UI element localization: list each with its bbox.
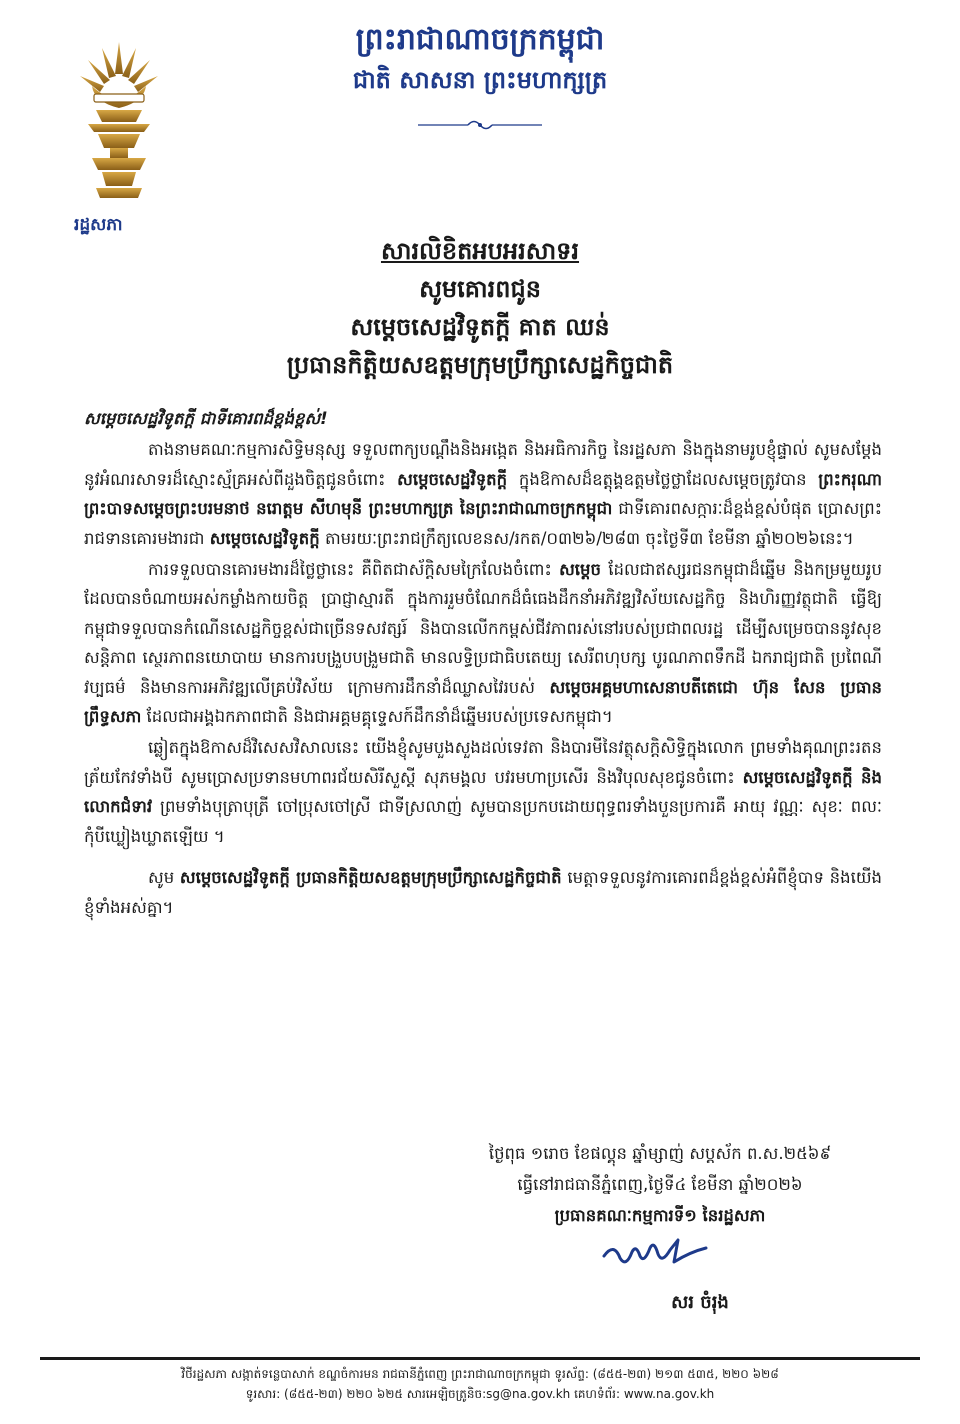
text: ឆ្លៀតក្នុងឱកាសដ៏វិសេសវិសាលនេះ យើងខ្ញុំសូមបួងសួងដល់ទេវតា និងបារមីនៃវត្ថុសក្តិសិទ្ធិក្នុងលោក ព្រមទាំងគុណព្រះរតនត្រ័យកែវទាំងបី សូមប្រោសប្រទានមហាពរជ័យសិរីសួស្តី សុភមង្គល បវរមហាប្រសើរ និងវិបុលសុខជូនចំពោះ [84,738,882,787]
footer-contact: ទូរសារ: (៨៥៥-២៣) ២២០ ៦២៥ សារអេឡិចត្រូនិច:sg@na.gov.kh គេហទំព័រ: www.na.gov.kh [245,1387,715,1401]
place-date: ធ្វើនៅរាជធានីភ្នំពេញ,ថ្ងៃទី៤ ខែមីនា ឆ្នាំ២០២៦ [517,1175,803,1194]
emphasis: សម្តេចសេដ្ឋវិទូតក្តី ប្រធានកិត្តិយសឧត្តមក្រុមប្រឹក្សាសេដ្ឋកិច្ចជាតិ [179,868,562,888]
emphasis: សម្តេច [559,560,601,580]
text: ព្រមទាំងបុត្រាបុត្រី ចៅប្រុសចៅស្រី ជាទីស្រលាញ់ សូមបានប្រកបដោយពុទ្ធពរទាំងបួនប្រការគឺ អាយុ វណ្ណៈ សុខៈ ពលៈ កុំបីឃ្លៀងឃ្លាតឡើយ ។ [84,797,882,846]
national-motto: ជាតិ សាសនា ព្រះមហាក្សត្រ [352,66,608,94]
recipient-position: ប្រធានកិត្តិយសឧត្តមក្រុមប្រឹក្សាសេដ្ឋកិច្ចជាតិ [286,351,674,379]
emphasis: សម្តេចសេដ្ឋវិទូតក្តី [397,469,508,489]
text: តាងនាមគណៈកម្មការសិទ្ធិមនុស្ស ទទួលពាក្យបណ្តឹងនិងអង្កេត និងអធិការកិច្ច នៃរដ្ឋសភា និងក្នុងនាមរូបខ្ញុំផ្ទាល់ សូមសម្តែងនូវអំណរសាទរដ៏ស្មោះស្ម័គ្រអស់ពីដួងចិត្តជូនចំពោះ [84,440,882,489]
institution-label: រដ្ឋសភា [74,215,123,235]
kingdom-title: ព្រះរាជាណាចក្រកម្ពុជា [355,22,605,57]
paragraph-2 [84,555,882,731]
paragraph-3 [84,733,882,851]
closing-paragraph [84,863,882,922]
date-signature-block [440,1138,880,1231]
recipient-name: សម្តេចសេដ្ឋវិទូតក្តី គាត ឈន់ [350,313,610,341]
ornament-divider-icon [418,118,542,132]
text: មេត្តាទទួលនូវការគោរពដ៏ខ្ពង់ខ្ពស់អំពីខ្ញុំបាទ និងយើងខ្ញុំទាំងអស់គ្នា។ [84,868,883,917]
handwritten-signature [600,1234,710,1274]
salutation: សម្តេចសេដ្ឋវិទូតក្តី ជាទីគោរពដ៏ខ្ពង់ខ្ពស់! [84,409,328,428]
emphasis: សម្តេចអគ្គមហាសេនាបតីតេជោ ហ៊ុន សែន ប្រធានព្រឹទ្ធសភា [84,677,883,727]
footer-divider [40,1357,920,1360]
emphasis: សម្តេចសេដ្ឋវិទូតក្តី និងលោកជំទាវ [84,767,882,817]
text: តាមរយៈព្រះរាជក្រឹត្យលេខនស/រកត/០៣២៦/២៨៣ ចុះថ្ងៃទី៣ ខែមីនា ឆ្នាំ២០២៦នេះ។ [324,528,854,548]
emphasis: សម្តេចសេដ្ឋវិទូតក្តី [209,528,320,548]
signer-title: ប្រធានគណៈកម្មការទី១ នៃរដ្ឋសភា [554,1206,766,1225]
letter-heading [140,232,820,384]
text: ក្នុងឱកាសដ៏ឧត្តុង្គឧត្តមថ្លៃថ្លាដែលសម្តេចត្រូវបាន [518,469,807,489]
letter-title: សារលិខិតអបអរសាទរ [380,237,580,265]
respectfully-line: សូមគោរពជូន [419,275,541,303]
paragraph-1 [84,435,882,553]
emphasis: ព្រះករុណាព្រះបាទសម្តេចព្រះបរមនាថ នរោត្តម សីហមុនី ព្រះមហាក្សត្រ នៃព្រះរាជាណាចក្រកម្ពុជា [84,469,883,519]
emblem-icon [74,42,164,202]
text: ដែលជាឥស្សរជនកម្ពុជាដ៏ឆ្នើម និងកម្រមួយរូបដែលបានចំណាយអស់កម្លាំងកាយចិត្ត ប្រាជ្ញាស្មារតី ក្នុងការរួមចំណែកដ៏ធំធេងដឹកនាំអភិវឌ្ឍវិស័យសេដ្ឋកិច្ច និងហិរញ្ញវត្ថុជាតិ ធ្វើឱ្យកម្ពុជាទទួលបានកំណើនសេដ្ឋកិច្ចខ្ពស់ជាច្រើនទសវត្សរ៍ និងបានលើកកម្ពស់ជីវភាពរស់នៅរបស់ប្រជាពលរដ្ឋ ដើម្បីសម្រេចបាននូវសុខសន្តិភាព ស្ថេរភាពនយោបាយ មានការបង្រួបបង្រួមជាតិ មានលទ្ធិប្រជាធិបតេយ្យ សេរីពហុបក្ស បូរណភាពទឹកដី ឯករាជ្យជាតិ ប្រពៃណីវប្បធម៌ និងមានការអភិវឌ្ឍលើគ្រប់វិស័យ ក្រោមការដឹកនាំដ៏ឈ្លាសវៃរបស់ [84,560,882,697]
lunar-date: ថ្ងៃពុធ ១រោច ខែផល្គុន ឆ្នាំម្សាញ់ សប្តស័ក ព.ស.២៥៦៩ [488,1144,832,1163]
letter-body [84,404,882,924]
footer [60,1364,900,1404]
text: ដែលជាអង្គឯកភាពជាតិ និងជាអគ្គមគ្គុទ្ទេសក៍ដឹកនាំដ៏ឆ្នើមរបស់ប្រទេសកម្ពុជា។ [146,707,613,727]
national-assembly-emblem [74,42,164,235]
footer-address: វិថីរដ្ឋសភា សង្កាត់ទន្លេបាសាក់ ខណ្ឌចំការមន រាជធានីភ្នំពេញ ព្រះរាជាណាចក្រកម្ពុជា ទូរស័ព្ទ: (៨៥៥-២៣) ២១៣ ៥៣៥, ២២០ ៦២៨ [181,1367,779,1381]
text: ជាទីគោរពសក្ការៈដ៏ខ្ពង់ខ្ពស់បំផុត ប្រោសព្រះរាជទានគោរមងារជា [84,499,882,548]
text: ការទទួលបានគោរមងារដ៏ថ្លៃថ្លានេះ គឺពិតជាស័ក្តិសមក្រៃលែងចំពោះ [148,560,552,580]
signer-name: សរ ចំរុង [671,1292,729,1313]
text: សូម [148,868,175,888]
kingdom-header [300,18,660,98]
